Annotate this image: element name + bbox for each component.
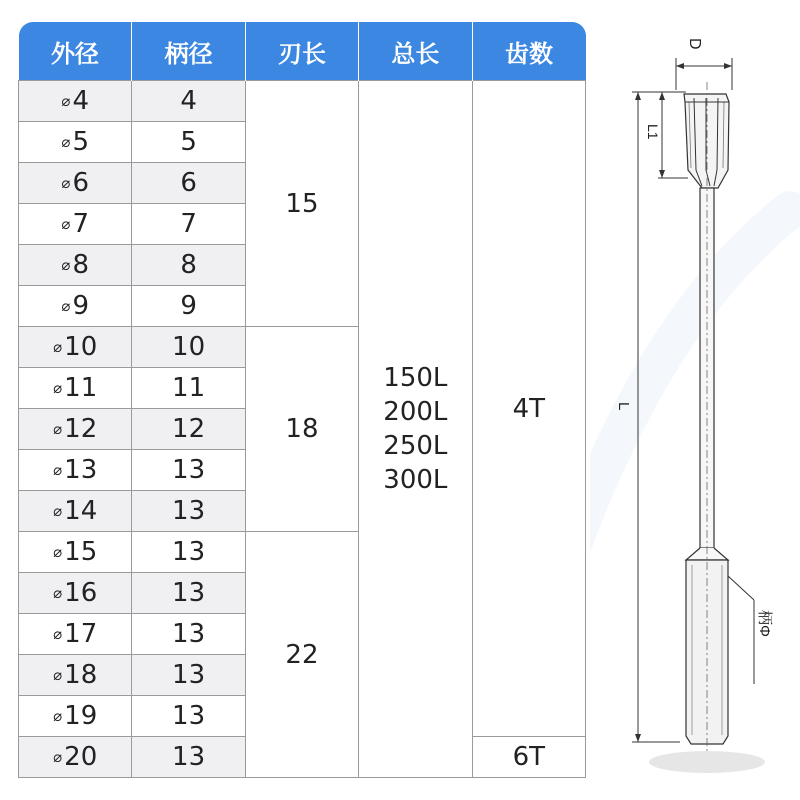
outer-diameter-cell xyxy=(19,696,132,737)
outer-diameter-cell xyxy=(19,614,132,655)
outer-diameter-cell xyxy=(19,368,132,409)
outer-diameter-cell xyxy=(19,573,132,614)
shank-diameter-cell: 13 xyxy=(132,737,245,778)
reamer-drawing xyxy=(590,20,800,780)
header-teeth: 齿数 xyxy=(472,22,585,81)
outer-diameter-value: 7 xyxy=(72,209,89,239)
shank-diameter-cell: 12 xyxy=(132,409,245,450)
outer-diameter-value: 18 xyxy=(64,660,98,690)
teeth-cell: 6T xyxy=(472,737,585,778)
shank-diameter-cell: 8 xyxy=(132,245,245,286)
diameter-symbol: ⌀ xyxy=(53,625,63,643)
watermark xyxy=(590,210,790,580)
label-shank: 柄Φ xyxy=(756,610,773,637)
label-l1: L1 xyxy=(645,124,661,140)
outer-diameter-cell xyxy=(19,245,132,286)
diameter-symbol: ⌀ xyxy=(53,707,63,725)
outer-diameter-value: 16 xyxy=(64,578,98,608)
diameter-symbol: ⌀ xyxy=(61,256,71,274)
outer-diameter-value: 5 xyxy=(72,127,89,157)
outer-diameter-value: 10 xyxy=(64,332,98,362)
diameter-symbol: ⌀ xyxy=(53,420,63,438)
outer-diameter-cell xyxy=(19,122,132,163)
diameter-symbol: ⌀ xyxy=(53,584,63,602)
teeth-cell: 4T xyxy=(472,81,585,737)
outer-diameter-value: 19 xyxy=(64,701,98,731)
outer-diameter-value: 6 xyxy=(72,168,89,198)
total-length-cell xyxy=(359,81,472,778)
diameter-symbol: ⌀ xyxy=(53,461,63,479)
diameter-symbol: ⌀ xyxy=(53,379,63,397)
diameter-symbol: ⌀ xyxy=(61,297,71,315)
label-d: D xyxy=(686,38,703,50)
header-row xyxy=(19,22,586,81)
outer-diameter-cell xyxy=(19,163,132,204)
outer-diameter-value: 13 xyxy=(64,455,98,485)
dimension-d xyxy=(676,38,732,90)
shank-diameter-cell: 7 xyxy=(132,204,245,245)
shank-diameter-cell: 13 xyxy=(132,573,245,614)
total-length-value: 150L xyxy=(383,363,448,393)
shank-diameter-cell: 11 xyxy=(132,368,245,409)
blade-length-cell: 22 xyxy=(245,532,358,778)
shank-diameter-cell: 4 xyxy=(132,81,245,122)
header-total-length: 总长 xyxy=(359,22,472,81)
total-length-value: 300L xyxy=(383,465,448,495)
outer-diameter-value: 14 xyxy=(64,496,98,526)
label-l: L xyxy=(615,402,632,411)
diameter-symbol: ⌀ xyxy=(53,543,63,561)
diameter-symbol: ⌀ xyxy=(61,215,71,233)
diameter-symbol: ⌀ xyxy=(53,502,63,520)
outer-diameter-value: 20 xyxy=(64,742,98,772)
outer-diameter-cell xyxy=(19,450,132,491)
shank-diameter-cell: 6 xyxy=(132,163,245,204)
diameter-symbol: ⌀ xyxy=(53,748,63,766)
header-blade-length: 刃长 xyxy=(245,22,358,81)
outer-diameter-cell xyxy=(19,532,132,573)
shank-diameter-cell: 9 xyxy=(132,286,245,327)
outer-diameter-cell xyxy=(19,286,132,327)
shank-diameter-cell: 10 xyxy=(132,327,245,368)
shank-diameter-cell: 13 xyxy=(132,491,245,532)
outer-diameter-cell xyxy=(19,737,132,778)
header-shank-diameter: 柄径 xyxy=(132,22,245,81)
shank-diameter-cell: 13 xyxy=(132,614,245,655)
header-outer-diameter: 外径 xyxy=(19,22,132,81)
shank-diameter-cell: 13 xyxy=(132,532,245,573)
diameter-symbol: ⌀ xyxy=(53,338,63,356)
outer-diameter-cell xyxy=(19,204,132,245)
blade-length-cell: 15 xyxy=(245,81,358,327)
table-row xyxy=(19,81,586,122)
outer-diameter-cell xyxy=(19,327,132,368)
shank-diameter-cell: 13 xyxy=(132,696,245,737)
diameter-symbol: ⌀ xyxy=(61,133,71,151)
outer-diameter-value: 17 xyxy=(64,619,98,649)
shank-diameter-cell: 13 xyxy=(132,450,245,491)
shank-diameter-cell: 13 xyxy=(132,655,245,696)
total-length-value: 200L xyxy=(383,397,448,427)
spec-table xyxy=(18,22,586,778)
outer-diameter-cell xyxy=(19,655,132,696)
diameter-symbol: ⌀ xyxy=(61,92,71,110)
reamer-body xyxy=(649,82,765,773)
diameter-symbol: ⌀ xyxy=(61,174,71,192)
shank-leader xyxy=(728,576,773,684)
blade-length-cell: 18 xyxy=(245,327,358,532)
shank-diameter-cell: 5 xyxy=(132,122,245,163)
outer-diameter-value: 4 xyxy=(72,86,89,116)
total-length-value: 250L xyxy=(383,431,448,461)
outer-diameter-cell xyxy=(19,409,132,450)
outer-diameter-cell xyxy=(19,491,132,532)
outer-diameter-value: 15 xyxy=(64,537,98,567)
outer-diameter-value: 8 xyxy=(72,250,89,280)
dimension-l1 xyxy=(645,92,688,178)
outer-diameter-cell xyxy=(19,81,132,122)
outer-diameter-value: 11 xyxy=(64,373,98,403)
diameter-symbol: ⌀ xyxy=(53,666,63,684)
outer-diameter-value: 12 xyxy=(64,414,98,444)
outer-diameter-value: 9 xyxy=(72,291,89,321)
table-body xyxy=(19,81,586,778)
